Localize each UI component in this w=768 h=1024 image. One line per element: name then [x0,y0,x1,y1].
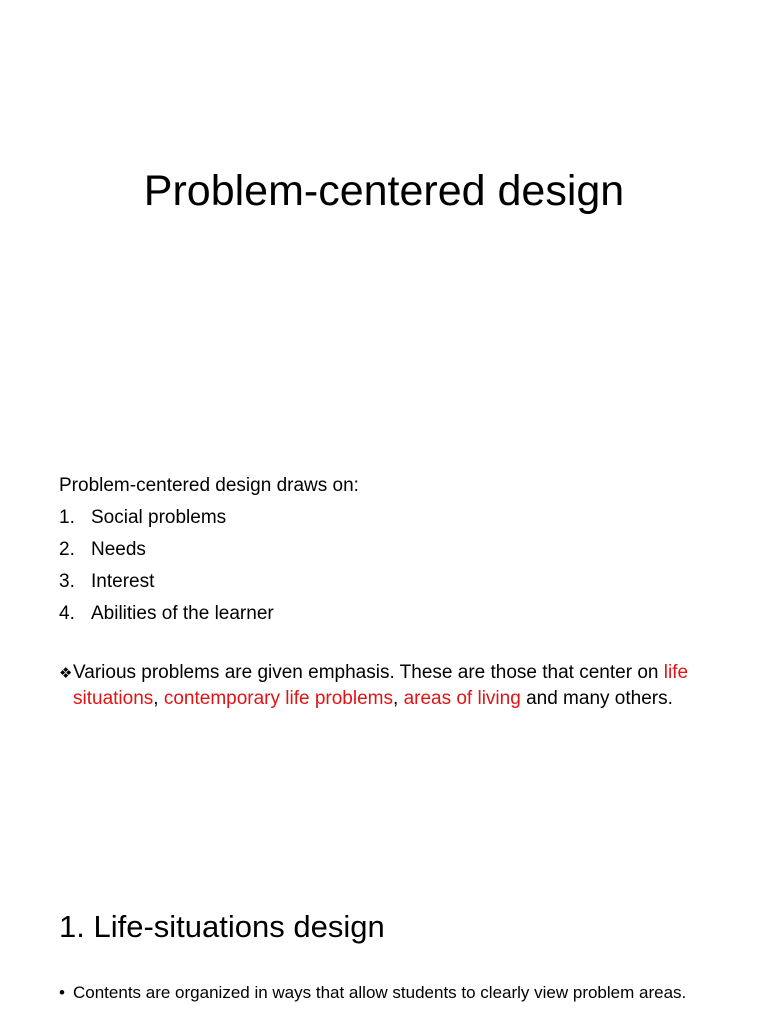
list-text: Abilities of the learner [91,603,274,624]
list-number: 4. [59,603,75,624]
list-item [59,566,739,598]
list-item [59,598,739,630]
list-item [59,502,739,534]
slide-title: Problem-centered design [143,167,625,215]
highlight-life-situations: life situations [73,662,689,709]
bullet-item [59,982,739,1003]
emphasis-lead: Various problems are given emphasis. These are those that center on [73,662,659,683]
emphasis-paragraph [59,660,739,711]
separator: , [393,688,404,709]
list-number: 1. [59,507,75,528]
list-number: 2. [59,539,75,560]
highlight-areas-of-living: areas of living [403,688,521,709]
bullet-paragraph [59,982,739,1003]
diamond-bullet-icon: ❖ [59,664,73,682]
separator: , [153,688,164,709]
emphasis-text [59,660,739,711]
list-number: 3. [59,571,75,592]
intro-text: Problem-centered design draws on: [59,475,359,496]
numbered-list [59,502,739,630]
list-item [59,534,739,566]
list-text: Interest [91,571,155,592]
section-title: 1. Life-situations design [59,909,385,944]
list-text: Needs [91,539,146,560]
bullet-text: Contents are organized in ways that allow students to clearly view problem areas. [73,983,687,1002]
list-text: Social problems [91,507,227,528]
design-sources-block [59,470,739,630]
bullet-icon: • [59,983,65,1002]
highlight-contemporary-problems: contemporary life problems [163,688,393,709]
emphasis-tail: and many others. [520,688,673,709]
